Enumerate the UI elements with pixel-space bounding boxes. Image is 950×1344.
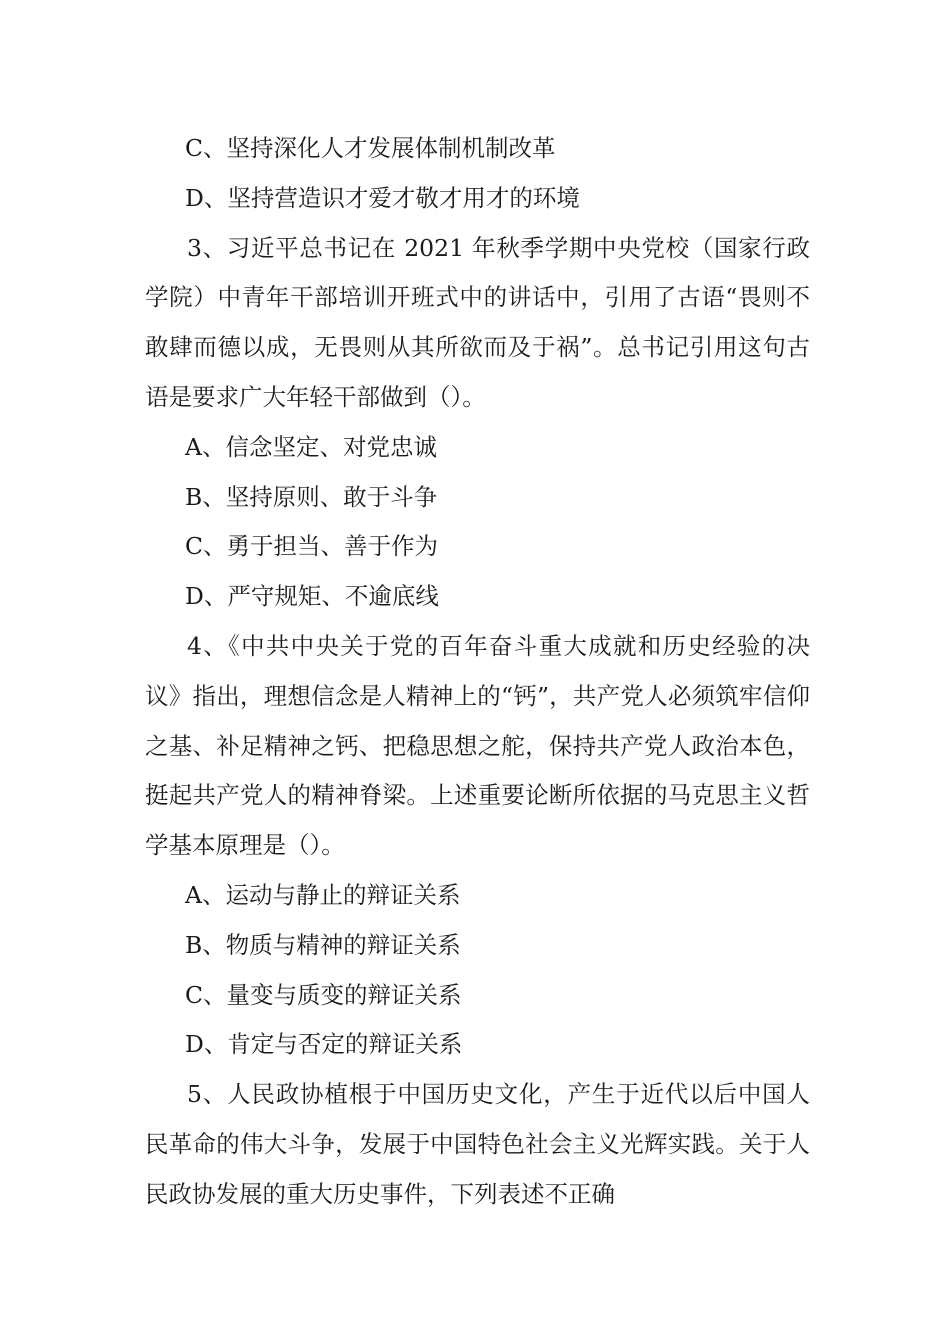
question-5: 5、人民政协植根于中国历史文化，产生于近代以后中国人民革命的伟大斗争，发展于中国特色社会主义光辉实践。关于人民政协发展的重大历史事件，下列表述不正确 [145,1080,810,1208]
option-a-q3: A、信念坚定、对党忠诚 [185,432,437,461]
question-3: 3、习近平总书记在 2021 年秋季学期中央党校（国家行政学院）中青年干部培训开班式中的讲话中，引用了古语“畏则不敢肆而德以成，无畏则从其所欲而及于祸”。总书记引用这句古语是要求广大年轻干部做到（）。 [145,233,810,411]
option-c-q3: C、勇于担当、善于作为 [185,532,438,561]
question-4: 4、《中共中央关于党的百年奋斗重大成就和历史经验的决议》指出，理想信念是人精神上的“钙”，共产党人必须筑牢信仰之基、补足精神之钙、把稳思想之舵，保持共产党人政治本色，挺起共产党人的精神脊梁。上述重要论断所依据的马克思主义哲学基本原理是（）。 [145,631,810,860]
option-b-q3: B、坚持原则、敢于斗争 [185,482,438,511]
option-d-q4: D、肯定与否定的辩证关系 [185,1030,463,1059]
option-d-q2: D、坚持营造识才爱才敬才用才的环境 [185,183,580,212]
option-d-q3: D、严守规矩、不逾底线 [185,582,439,611]
option-c-q2: C、坚持深化人才发展体制机制改革 [185,134,556,162]
option-b-q4: B、物质与精神的辩证关系 [185,930,461,959]
option-c-q4: C、量变与质变的辩证关系 [185,980,462,1009]
option-a-q4: A、运动与静止的辩证关系 [185,880,461,909]
document-body [145,124,810,1220]
